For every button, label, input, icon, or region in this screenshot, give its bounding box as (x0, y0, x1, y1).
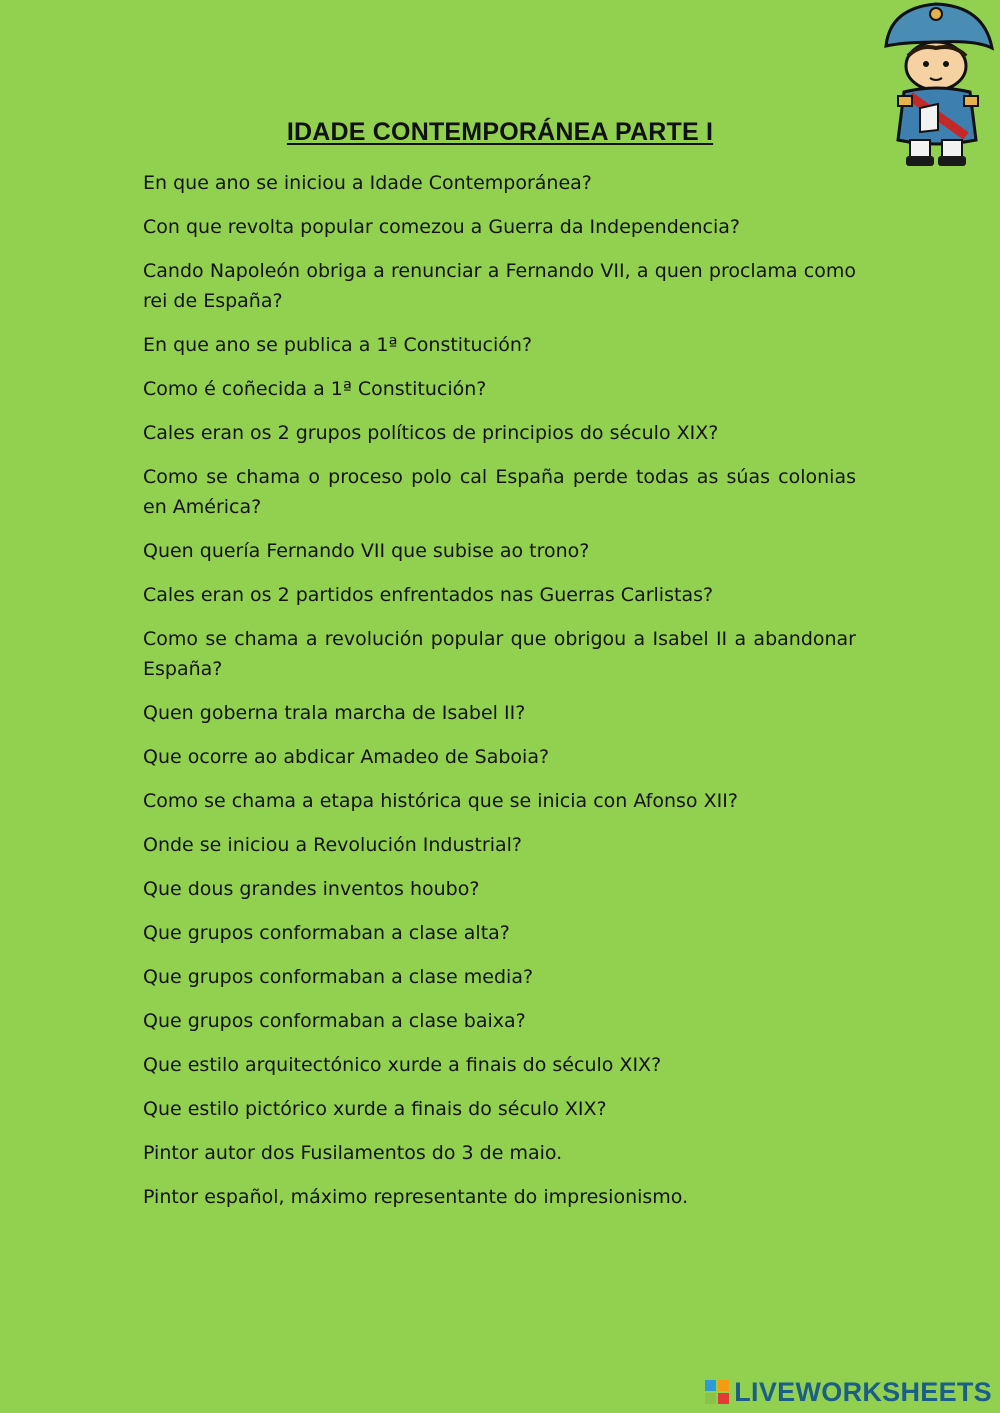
question-item: Que grupos conformaban a clase media? (143, 966, 534, 988)
question-item: Quen quería Fernando VII que subise ao trono? (143, 540, 590, 562)
question-item: Cando Napoleón obriga a renunciar a Fernando VII, a quen proclama como rei de España? (143, 260, 856, 312)
question-item: Onde se iniciou a Revolución Industrial? (143, 834, 522, 856)
question-item: En que ano se iniciou a Idade Contemporánea? (143, 172, 592, 194)
question-item: Cales eran os 2 grupos políticos de principios do século XIX? (143, 422, 719, 444)
napoleon-cartoon-icon (880, 0, 996, 168)
question-item: Como se chama a revolución popular que obrigou a Isabel II a abandonar España? (143, 628, 856, 680)
question-item: Que estilo arquitectónico xurde a finais do século XIX? (143, 1054, 662, 1076)
question-item: En que ano se publica a 1ª Constitución? (143, 334, 533, 356)
question-item: Como é coñecida a 1ª Constitución? (143, 378, 487, 400)
page-title: IDADE CONTEMPORÁNEA PARTE I (286, 118, 714, 146)
question-item: Que ocorre ao abdicar Amadeo de Saboia? (143, 746, 550, 768)
question-item: Como se chama a etapa histórica que se inicia con Afonso XII? (143, 790, 738, 812)
question-item: Pintor autor dos Fusilamentos do 3 de maio. (143, 1142, 563, 1164)
brand-text: LIVEWORKSHEETS (734, 1376, 992, 1407)
question-item: Que estilo pictórico xurde a finais do século XIX? (143, 1098, 607, 1120)
question-list (143, 168, 856, 1226)
question-item: Que grupos conformaban a clase alta? (143, 922, 510, 944)
question-item: Con que revolta popular comezou a Guerra da Independencia? (143, 216, 740, 238)
liveworksheets-logo-icon (704, 1379, 730, 1405)
question-item: Pintor español, máximo representante do impresionismo. (143, 1186, 689, 1208)
question-item: Que dous grandes inventos houbo? (143, 878, 480, 900)
question-item: Cales eran os 2 partidos enfrentados nas Guerras Carlistas? (143, 584, 714, 606)
footer-brand[interactable] (704, 1377, 992, 1407)
question-item: Como se chama o proceso polo cal España perde todas as súas colonias en América? (143, 466, 856, 518)
question-item: Quen goberna trala marcha de Isabel II? (143, 702, 526, 724)
question-item: Que grupos conformaban a clase baixa? (143, 1010, 526, 1032)
